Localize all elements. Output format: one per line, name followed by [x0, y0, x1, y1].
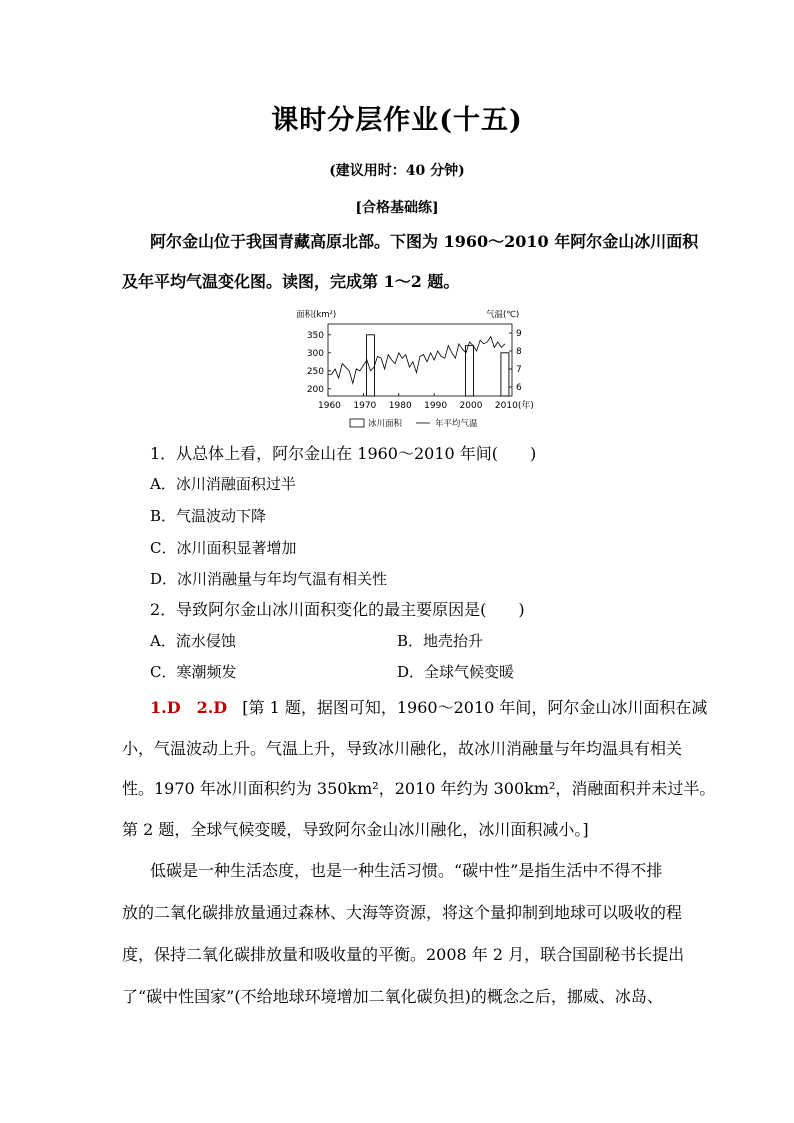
q2-stem: 2．导致阿尔金山冰川面积变化的最主要原因是( )	[150, 600, 525, 619]
glacier-temperature-chart	[290, 305, 540, 435]
answer-keys: 1.D 2.D	[150, 698, 228, 717]
passage1-line1: 阿尔金山位于我国青藏高原北部。下图为 1960～2010 年阿尔金山冰川面积	[150, 232, 699, 251]
glacier-area-bar	[366, 335, 374, 396]
passage2-line3: 度，保持二氧化碳排放量和吸收量的平衡。2008 年 2 月，联合国副秘书长提出	[122, 945, 685, 964]
legend-line-label: 年平均气温	[435, 419, 478, 429]
q1-option-b: B．气温波动下降	[150, 507, 267, 525]
answer-line4: 第 2 题，全球气候变暖，导致阿尔金山冰川融化，冰川面积减小。]	[122, 820, 589, 839]
q2-option-b: B．地壳抬升	[397, 632, 484, 650]
right-tick-label: 7	[516, 365, 522, 375]
left-tick-label: 200	[306, 384, 324, 395]
legend-bar-swatch	[350, 419, 364, 427]
q1-option-d: D．冰川消融量与年均气温有相关性	[150, 570, 388, 588]
legend-bar-label: 冰川面积	[368, 419, 403, 429]
q2-option-c: C．寒潮频发	[150, 663, 237, 681]
x-tick-label: 1990	[424, 401, 448, 411]
time-note: (建议用时：40 分钟)	[329, 163, 465, 179]
right-tick-label: 9	[516, 329, 522, 339]
left-tick-label: 300	[306, 348, 324, 359]
q2-option-d: D．全球气候变暖	[397, 663, 515, 681]
plot-frame	[328, 324, 512, 396]
left-tick-label: 250	[306, 366, 324, 377]
right-tick-label: 8	[516, 347, 522, 357]
answer-text-1: [第 1 题，据图可知，1960～2010 年间，阿尔金山冰川面积在减	[242, 698, 708, 717]
page-title: 课时分层作业(十五)	[271, 105, 523, 136]
glacier-area-bar	[501, 353, 509, 396]
x-tick-label: 1970	[353, 401, 377, 411]
answer-line2: 小，气温波动上升。气温上升，导致冰川融化，故冰川消融量与年均温具有相关	[122, 739, 683, 758]
glacier-area-bar	[466, 346, 474, 396]
x-tick-label: 2000	[459, 401, 483, 411]
q1-option-a: A．冰川消融面积过半	[150, 475, 296, 493]
answer-line1	[150, 698, 707, 718]
x-tick-label: 1980	[388, 401, 412, 411]
left-axis-title: 面积(km²)	[296, 310, 337, 320]
passage2-line2: 放的二氧化碳排放量通过森林、大海等资源，将这个量抑制到地球可以吸收的程	[122, 903, 683, 922]
answer-line3: 性。1970 年冰川面积约为 350km²，2010 年约为 300km²，消融面积并未过半。	[122, 779, 716, 798]
passage1-line2: 及年平均气温变化图。读图，完成第 1～2 题。	[122, 272, 460, 291]
q2-option-a: A．流水侵蚀	[150, 632, 236, 650]
temperature-line	[328, 337, 505, 384]
left-tick-label: 350	[306, 330, 324, 341]
q1-option-c: C．冰川面积显著增加	[150, 539, 297, 557]
right-axis-title: 气温(℃)	[486, 310, 520, 320]
x-tick-label: 1960	[318, 401, 341, 411]
q1-stem: 1．从总体上看，阿尔金山在 1960～2010 年间( )	[150, 444, 537, 463]
section-heading: [合格基础练]	[355, 200, 439, 216]
passage2-line4: 了“碳中性国家”(不给地球环境增加二氧化碳负担)的概念之后，挪威、冰岛、	[122, 987, 663, 1006]
right-tick-label: 6	[516, 383, 522, 393]
x-tick-label: 2010(年)	[494, 401, 534, 411]
passage2-line1: 低碳是一种生活态度，也是一种生活习惯。“碳中性”是指生活中不得不排	[150, 861, 663, 880]
